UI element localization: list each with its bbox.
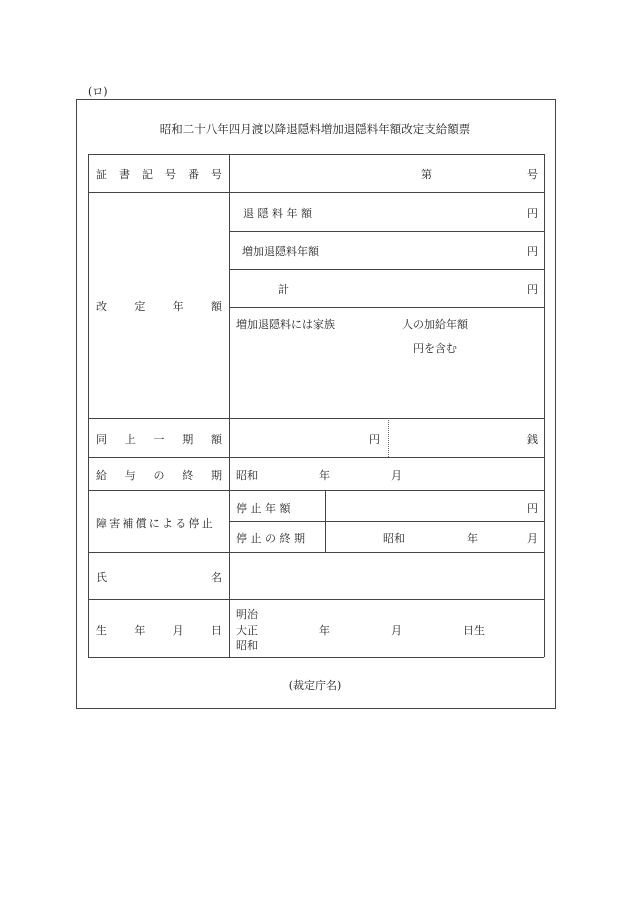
kazoku-note-3: 円を含む (413, 342, 457, 355)
birth-year: 年 (319, 624, 330, 637)
cert-go: 号 (527, 168, 538, 181)
era-taisho: 大正 (236, 624, 258, 637)
teishi-year: 年 (467, 532, 478, 545)
zoka-yen: 円 (527, 245, 538, 258)
kyuyo-label: 給 与 の 終 期 (96, 469, 222, 482)
cert-label: 証 書 記 号 番 号 (96, 168, 222, 181)
kyuyo-year: 年 (319, 469, 330, 482)
teishi-era: 昭和 (383, 532, 405, 545)
outer-frame (76, 99, 556, 709)
shimei-label-b: 名 (211, 571, 222, 584)
seinen-label: 生 年 月 日 (96, 624, 222, 637)
dojo-yen: 円 (369, 433, 380, 446)
birth-day: 日生 (463, 624, 485, 637)
dojo-sen: 銭 (527, 433, 538, 446)
shimei-label-a: 氏 (96, 571, 107, 584)
kyuyo-month: 月 (391, 469, 402, 482)
form-title: 昭和二十八年四月渡以降退隠料増加退隠料年額改定支給額票 (159, 122, 471, 136)
taiinryo-label: 退 隠 料 年 額 (243, 207, 312, 220)
teishi-gaku-yen: 円 (527, 502, 538, 515)
corner-label: (ロ) (88, 85, 108, 98)
taiinryo-yen: 円 (527, 207, 538, 220)
teishi-month: 月 (527, 532, 538, 545)
kei-label: 計 (278, 283, 289, 296)
teishi-gaku-label: 停 止 年 額 (236, 502, 291, 515)
agency-name-label: (裁定庁名) (288, 679, 342, 692)
zoka-label: 増加退隠料年額 (242, 245, 319, 258)
cert-dai: 第 (421, 168, 432, 181)
kazoku-note-1: 増加退隠料には家族 (236, 318, 335, 331)
kyuyo-era: 昭和 (236, 469, 258, 482)
shogai-label: 障害補償による停止 (96, 517, 215, 530)
era-showa: 昭和 (236, 639, 258, 652)
kaitei-label: 改 定 年 額 (96, 300, 222, 313)
era-meiji: 明治 (236, 608, 258, 621)
birth-month: 月 (391, 624, 402, 637)
dojo-label: 同 上 一 期 額 (96, 433, 222, 446)
teishi-shuki-label: 停 止 の 終 期 (236, 532, 305, 545)
kei-yen: 円 (527, 283, 538, 296)
kazoku-note-2: 人の加給年額 (402, 318, 468, 331)
